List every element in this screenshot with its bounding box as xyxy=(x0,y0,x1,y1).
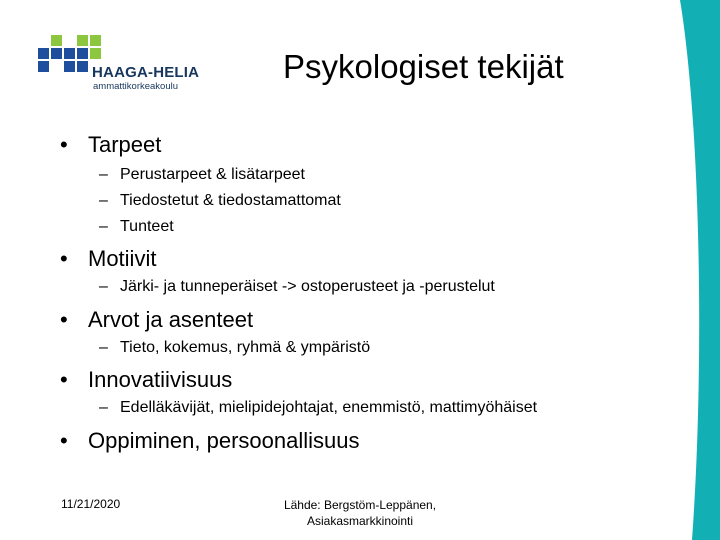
sub-bullet-text: Tiedostetut & tiedostamattomat xyxy=(120,192,341,209)
dash-marker: – xyxy=(99,192,108,209)
sub-bullet xyxy=(99,339,370,357)
footer-source-line1: Lähde: Bergstöm-Leppänen, xyxy=(283,498,437,512)
bullet-marker: • xyxy=(60,428,68,453)
sub-bullet xyxy=(99,278,495,296)
slide-title: Psykologiset tekijät xyxy=(283,48,564,85)
bullet-motiivit xyxy=(60,246,156,272)
bullet-text: Tarpeet xyxy=(88,132,162,157)
sub-bullet xyxy=(99,218,174,236)
bullet-text: Motiivit xyxy=(88,246,157,271)
sub-bullet xyxy=(99,399,537,417)
bullet-innovatiivisuus xyxy=(60,367,232,393)
logo-name: HAAGA-HELIA xyxy=(92,64,200,81)
sub-bullet xyxy=(99,192,341,210)
bullet-text: Innovatiivisuus xyxy=(88,367,233,392)
bullet-oppiminen xyxy=(60,428,360,454)
footer-date: 11/21/2020 xyxy=(61,497,121,511)
sub-bullet-text: Tunteet xyxy=(120,218,174,235)
bullet-arvot xyxy=(60,307,253,333)
bullet-text: Oppiminen, persoonallisuus xyxy=(88,428,360,453)
bullet-tarpeet xyxy=(60,132,161,158)
bullet-marker: • xyxy=(60,132,68,157)
sub-bullet-text: Perustarpeet & lisätarpeet xyxy=(120,166,305,183)
dash-marker: – xyxy=(99,218,108,235)
footer-source xyxy=(240,497,480,529)
bullet-marker: • xyxy=(60,367,68,392)
dash-marker: – xyxy=(99,399,108,416)
bullet-marker: • xyxy=(60,246,68,271)
logo-subtitle: ammattikorkeakoulu xyxy=(93,81,179,92)
sub-bullet-text: Järki- ja tunneperäiset -> ostoperusteet ja -perustelut xyxy=(120,278,495,295)
dash-marker: – xyxy=(99,166,108,183)
bullet-marker: • xyxy=(60,307,68,332)
footer-source-line2: Asiakasmarkkinointi xyxy=(306,514,414,528)
sub-bullet-text: Tieto, kokemus, ryhmä & ympäristö xyxy=(120,339,371,356)
sub-bullet-text: Edelläkävijät, mielipidejohtajat, enemmistö, mattimyöhäiset xyxy=(120,399,538,416)
sub-bullet xyxy=(99,166,305,184)
bullet-text: Arvot ja asenteet xyxy=(88,307,254,332)
dash-marker: – xyxy=(99,278,108,295)
dash-marker: – xyxy=(99,339,108,356)
